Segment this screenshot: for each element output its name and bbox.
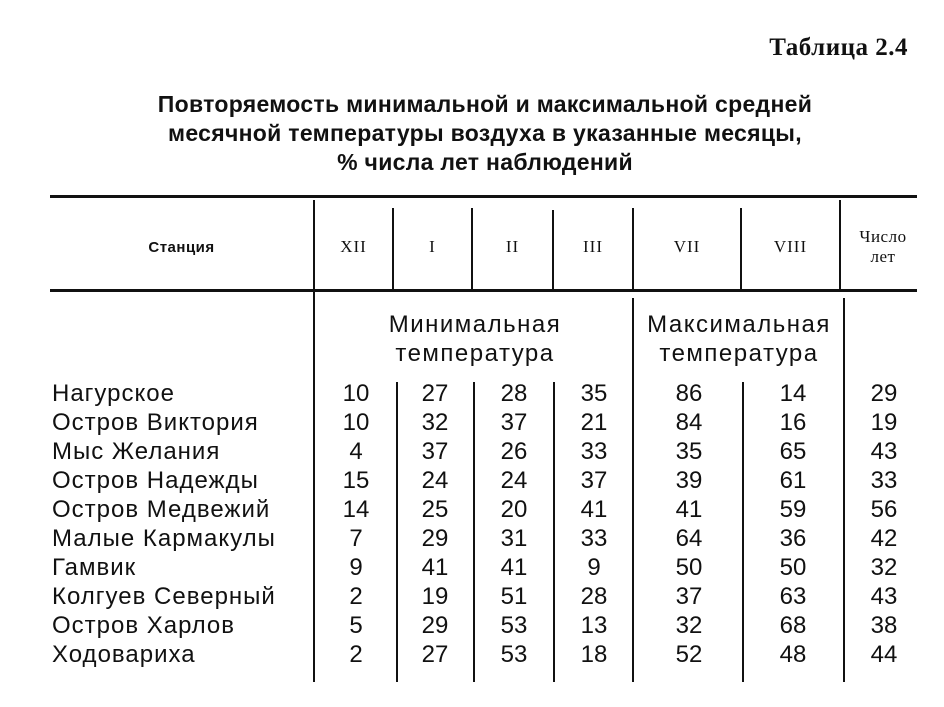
value-cell-viii: 63 (779, 583, 807, 610)
value-cell-years: 43 (870, 438, 898, 465)
value-cell-xii: 15 (342, 467, 370, 494)
value-cell-iii: 41 (580, 496, 608, 523)
value-cell-viii: 36 (779, 525, 807, 552)
value-cell-i: 29 (421, 612, 449, 639)
station-name: Остров Медвежий (52, 496, 271, 523)
station-name: Мыс Желания (52, 438, 221, 465)
station-name: Малые Кармакулы (52, 525, 276, 552)
value-cell-viii: 48 (779, 641, 807, 668)
station-name: Остров Виктория (52, 409, 259, 436)
value-cell-iii: 13 (580, 612, 608, 639)
value-cell-iii: 35 (580, 380, 608, 407)
table-number: Таблица 2.4 (769, 34, 908, 61)
header-month-viii: VIII (773, 237, 808, 256)
value-cell-xii: 9 (349, 554, 363, 581)
value-cell-ii: 31 (500, 525, 528, 552)
value-cell-vii: 86 (675, 380, 703, 407)
station-name: Нагурское (52, 380, 175, 407)
value-cell-iii: 9 (587, 554, 601, 581)
value-cell-iii: 33 (580, 525, 608, 552)
value-cell-i: 41 (421, 554, 449, 581)
value-cell-vii: 39 (675, 467, 703, 494)
value-cell-vii: 41 (675, 496, 703, 523)
value-cell-viii: 59 (779, 496, 807, 523)
value-cell-i: 25 (421, 496, 449, 523)
header-month-ii: II (505, 237, 520, 256)
station-name: Колгуев Северный (52, 583, 276, 610)
value-cell-years: 38 (870, 612, 898, 639)
value-cell-ii: 51 (500, 583, 528, 610)
group-maximal-temperature (634, 310, 844, 368)
value-cell-viii: 65 (779, 438, 807, 465)
value-cell-years: 29 (870, 380, 898, 407)
value-cell-iii: 28 (580, 583, 608, 610)
value-cell-viii: 14 (779, 380, 807, 407)
header-month-iii: III (583, 237, 603, 256)
value-cell-years: 32 (870, 554, 898, 581)
value-cell-iii: 18 (580, 641, 608, 668)
value-cell-ii: 28 (500, 380, 528, 407)
value-cell-xii: 5 (349, 612, 363, 639)
header-month-i: I (429, 237, 436, 256)
value-cell-i: 27 (421, 641, 449, 668)
header-bottom-rule (50, 289, 917, 292)
value-cell-iii: 33 (580, 438, 608, 465)
value-cell-i: 32 (421, 409, 449, 436)
value-cell-vii: 50 (675, 554, 703, 581)
value-cell-xii: 7 (349, 525, 363, 552)
group-label-line: температура (395, 340, 555, 367)
value-cell-vii: 35 (675, 438, 703, 465)
table-row (0, 612, 944, 641)
group-label-line: температура (659, 340, 819, 367)
value-cell-xii: 2 (349, 641, 363, 668)
caption-line: месячной температуры воздуха в указанные месяцы, (168, 120, 802, 146)
table-caption (60, 90, 910, 177)
table-row (0, 409, 944, 438)
station-name: Гамвик (52, 554, 137, 581)
table-row (0, 583, 944, 612)
table-top-rule (50, 195, 917, 198)
value-cell-iii: 21 (580, 409, 608, 436)
value-cell-viii: 68 (779, 612, 807, 639)
group-minimal-temperature (340, 310, 610, 368)
caption-line: Повторяемость минимальной и максимальной средней (157, 91, 813, 117)
value-cell-viii: 61 (779, 467, 807, 494)
group-label-line: Максимальная (647, 311, 831, 338)
header-years (841, 206, 925, 288)
value-cell-years: 43 (870, 583, 898, 610)
table-row (0, 496, 944, 525)
header-years-line: лет (870, 247, 896, 266)
header-month-vii: VII (673, 237, 701, 256)
value-cell-xii: 10 (342, 409, 370, 436)
value-cell-xii: 2 (349, 583, 363, 610)
station-name: Ходовариха (52, 641, 196, 668)
value-cell-i: 29 (421, 525, 449, 552)
value-cell-iii: 37 (580, 467, 608, 494)
table-row (0, 641, 944, 670)
station-name: Остров Харлов (52, 612, 236, 639)
value-cell-i: 27 (421, 380, 449, 407)
table-row (0, 380, 944, 409)
value-cell-vii: 64 (675, 525, 703, 552)
value-cell-vii: 84 (675, 409, 703, 436)
value-cell-years: 42 (870, 525, 898, 552)
value-cell-viii: 50 (779, 554, 807, 581)
value-cell-years: 44 (870, 641, 898, 668)
value-cell-viii: 16 (779, 409, 807, 436)
table-row (0, 554, 944, 583)
value-cell-ii: 37 (500, 409, 528, 436)
value-cell-years: 56 (870, 496, 898, 523)
value-cell-years: 33 (870, 467, 898, 494)
header-station: Станция (148, 238, 215, 256)
value-cell-i: 24 (421, 467, 449, 494)
value-cell-vii: 52 (675, 641, 703, 668)
value-cell-ii: 24 (500, 467, 528, 494)
table-row (0, 438, 944, 467)
header-years-line: Число (859, 227, 907, 246)
value-cell-ii: 53 (500, 641, 528, 668)
value-cell-i: 37 (421, 438, 449, 465)
value-cell-ii: 26 (500, 438, 528, 465)
value-cell-years: 19 (870, 409, 898, 436)
value-cell-i: 19 (421, 583, 449, 610)
header-month-xii: XII (340, 237, 367, 256)
value-cell-xii: 14 (342, 496, 370, 523)
value-cell-xii: 4 (349, 438, 363, 465)
value-cell-ii: 53 (500, 612, 528, 639)
value-cell-vii: 37 (675, 583, 703, 610)
value-cell-ii: 41 (500, 554, 528, 581)
table-row (0, 467, 944, 496)
group-label-line: Минимальная (388, 311, 562, 338)
table-row (0, 525, 944, 554)
caption-line: % числа лет наблюдений (337, 149, 633, 175)
value-cell-xii: 10 (342, 380, 370, 407)
value-cell-ii: 20 (500, 496, 528, 523)
value-cell-vii: 32 (675, 612, 703, 639)
station-name: Остров Надежды (52, 467, 259, 494)
